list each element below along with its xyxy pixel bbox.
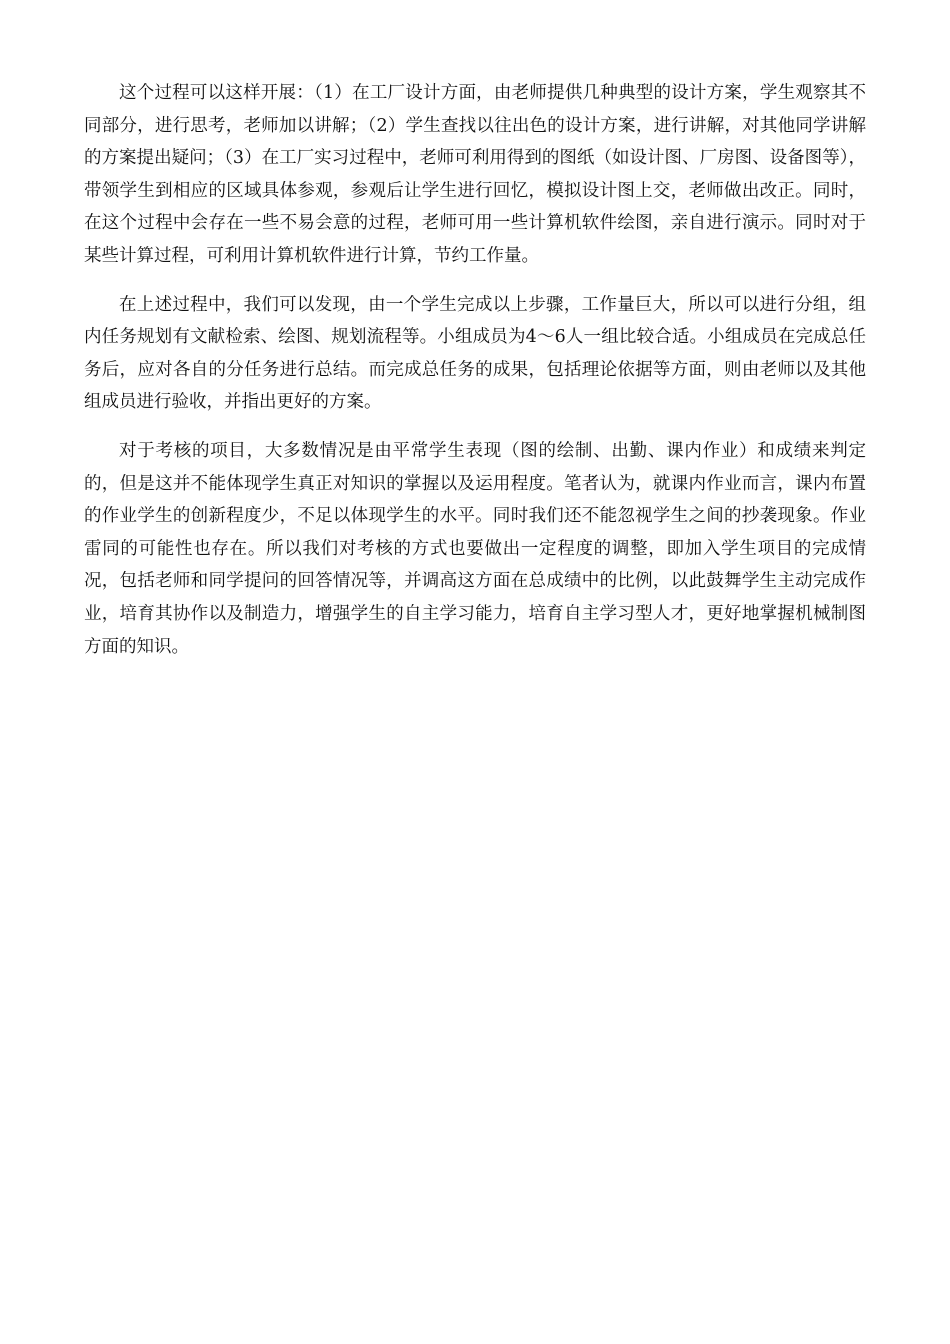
paragraph-process: 这个过程可以这样开展：（1）在工厂设计方面，由老师提供几种典型的设计方案，学生观察其不同部分，进行思考，老师加以讲解；（2）学生查找以往出色的设计方案，进行讲解，对其他同学讲解的方案提出疑问；（3）在工厂实习过程中，老师可利用得到的图纸（如设计图、厂房图、设备图等），带领学生到相应的区域具体参观，参观后让学生进行回忆，模拟设计图上交，老师做出改正。同时，在这个过程中会存在一些不易会意的过程，老师可用一些计算机软件绘图，亲自进行演示。同时对于某些计算过程，可利用计算机软件进行计算，节约工作量。 [84,83,866,266]
document-body [84,77,866,679]
paragraph-grouping: 在上述过程中，我们可以发现，由一个学生完成以上步骤，工作量巨大，所以可以进行分组，组内任务规划有文献检索、绘图、规划流程等。小组成员为4～6人一组比较合适。小组成员在完成总任务后，应对各自的分任务进行总结。而完成总任务的成果，包括理论依据等方面，则由老师以及其他组成员进行验收，并指出更好的方案。 [84,294,866,413]
paragraph-assessment: 对于考核的项目，大多数情况是由平常学生表现（图的绘制、出勤、课内作业）和成绩来判定的，但是这并不能体现学生真正对知识的掌握以及运用程度。笔者认为，就课内作业而言，课内布置的作业学生的创新程度少，不足以体现学生的水平。同时我们还不能忽视学生之间的抄袭现象。作业雷同的可能性也存在。所以我们对考核的方式也要做出一定程度的调整，即加入学生项目的完成情况，包括老师和同学提问的回答情况等，并调高这方面在总成绩中的比例，以此鼓舞学生主动完成作业，培育其协作以及制造力，增强学生的自主学习能力，培育自主学习型人才，更好地掌握机械制图方面的知识。 [84,440,866,657]
